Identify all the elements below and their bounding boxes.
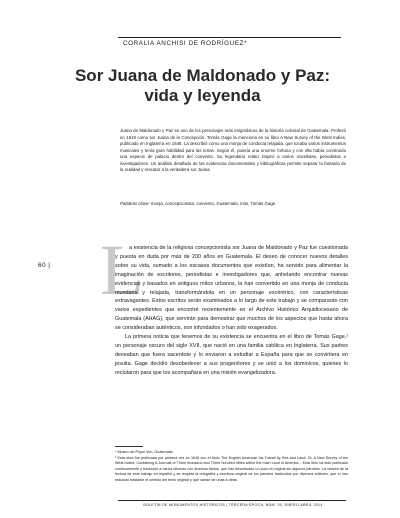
paragraph-1: a existencia de la religiosa concepcionista sor Juana de Maldonado y Paz fue cuestionada y puesta en duda por más de 200 años en Guatemala. El deseo de conocer nuevos detalles sobre su vida, sumado a los escasos documentos que existían, ha servido para alimentar la imaginación de escritores, periodistas e investigadores que, anhelando encontrar nuevas evidencias y basados en antiguos mitos urbanos, la han convertido en una monja de conducta mundana y relajada, transformándola en un personaje excéntrico, con características extravagantes. Estos escritos serán examinados a lo largo de este trabajo y se compararán con varios expedientes que encontré recientemente en el Archivo Histórico Arquidiocesano de Guatemala (AHAG), que servirán para demostrar que muchos de los aspectos que hasta ahora se consideraban auténticos, son infundados o han sido exagerados. (115, 245, 348, 332)
header-rule (118, 37, 341, 38)
abstract: Juana de Maldonado y Paz es uno de los personajes más enigmáticos de la historia colonial de Guatemala. Profesó en 1619 como sor Juana de la Concepción. Tomás Gage la menciona en su libro A New Survey of the West Indies, publicado en Inglaterra en 1648. La describió como una monja de conducta relajada, que tocaba varios instrumentos musicales y tenía gran habilidad para las letras. Según él, poseía una enorme fortuna y con ella había construido una especie de palacio dentro del convento. Su legendario relato inspiró a varios novelistas, periodistas e investigadores. Un análisis detallado de las evidencias documentales y bibliográficas permite separar la fantasía de la realidad y rescatar a la verdadera sor Juana. (120, 128, 346, 173)
title-line-1: Sor Juana de Maldonado y Paz: (74, 66, 331, 85)
footnote-affiliation: * Museo del Popol Vuh, Guatemala. (115, 450, 174, 454)
footnote-rule (115, 446, 143, 447)
footnotes (115, 450, 348, 484)
footer-rule (118, 500, 346, 501)
keywords-list: monja, concepcionista, convento, Guatemala, mito, Tomás Gage. (150, 201, 277, 206)
page-number: 60 | (38, 262, 51, 269)
drop-cap: L (100, 230, 144, 310)
keywords (120, 201, 346, 208)
author-name: CORALIA ANCHISI DE RODRÍGUEZ* (123, 40, 248, 47)
paragraph-2: La primera noticia que tenemos de su existencia se encuentra en el libro de Tomás Gage,¹ un personaje oscuro del siglo XVII, que nació en una familia católica en Inglaterra. Sus padres deseaban que fuera sacerdote y lo enviaron a estudiar a España para que se convirtiera en jesuita. Gage decidió desobedecer a sus progenitores y se unió a los dominicos, quienes lo reclutaron para que los acompañara en una misión evangelizadora. (115, 334, 348, 376)
article-title (60, 66, 345, 106)
footnote-1: ¹ Esta obra fue publicada por primera vez en 1648 con el título The English American his Travail by Sea and Land: Or, A New Survey of the West-Indies, Containing A Journall of Three thousand and Three hundred Miles within the main Land of America... Esta libro ha sido publicado continuamente y traducido a varios idiomas con diversos títulos, que han desvirtuado un poco el original sin algunos párrafos. La versión de la lectura de este trabajo en español y se respeta la ortografía y escritura original de los párrafos traducidos por diversos editores, que lo han reducido bastante el sentido del texto original y que varían de unas a otras. (115, 455, 348, 482)
journal-footer: BOLETÍN DE MONUMENTOS HISTÓRICOS | TERCERA ÉPOCA, NÚM. 30, ENERO-ABRIL 2014 (143, 503, 323, 507)
body-text (115, 244, 348, 378)
keywords-label: Palabras clave: (120, 201, 150, 206)
title-line-2: vida y leyenda (144, 86, 261, 105)
